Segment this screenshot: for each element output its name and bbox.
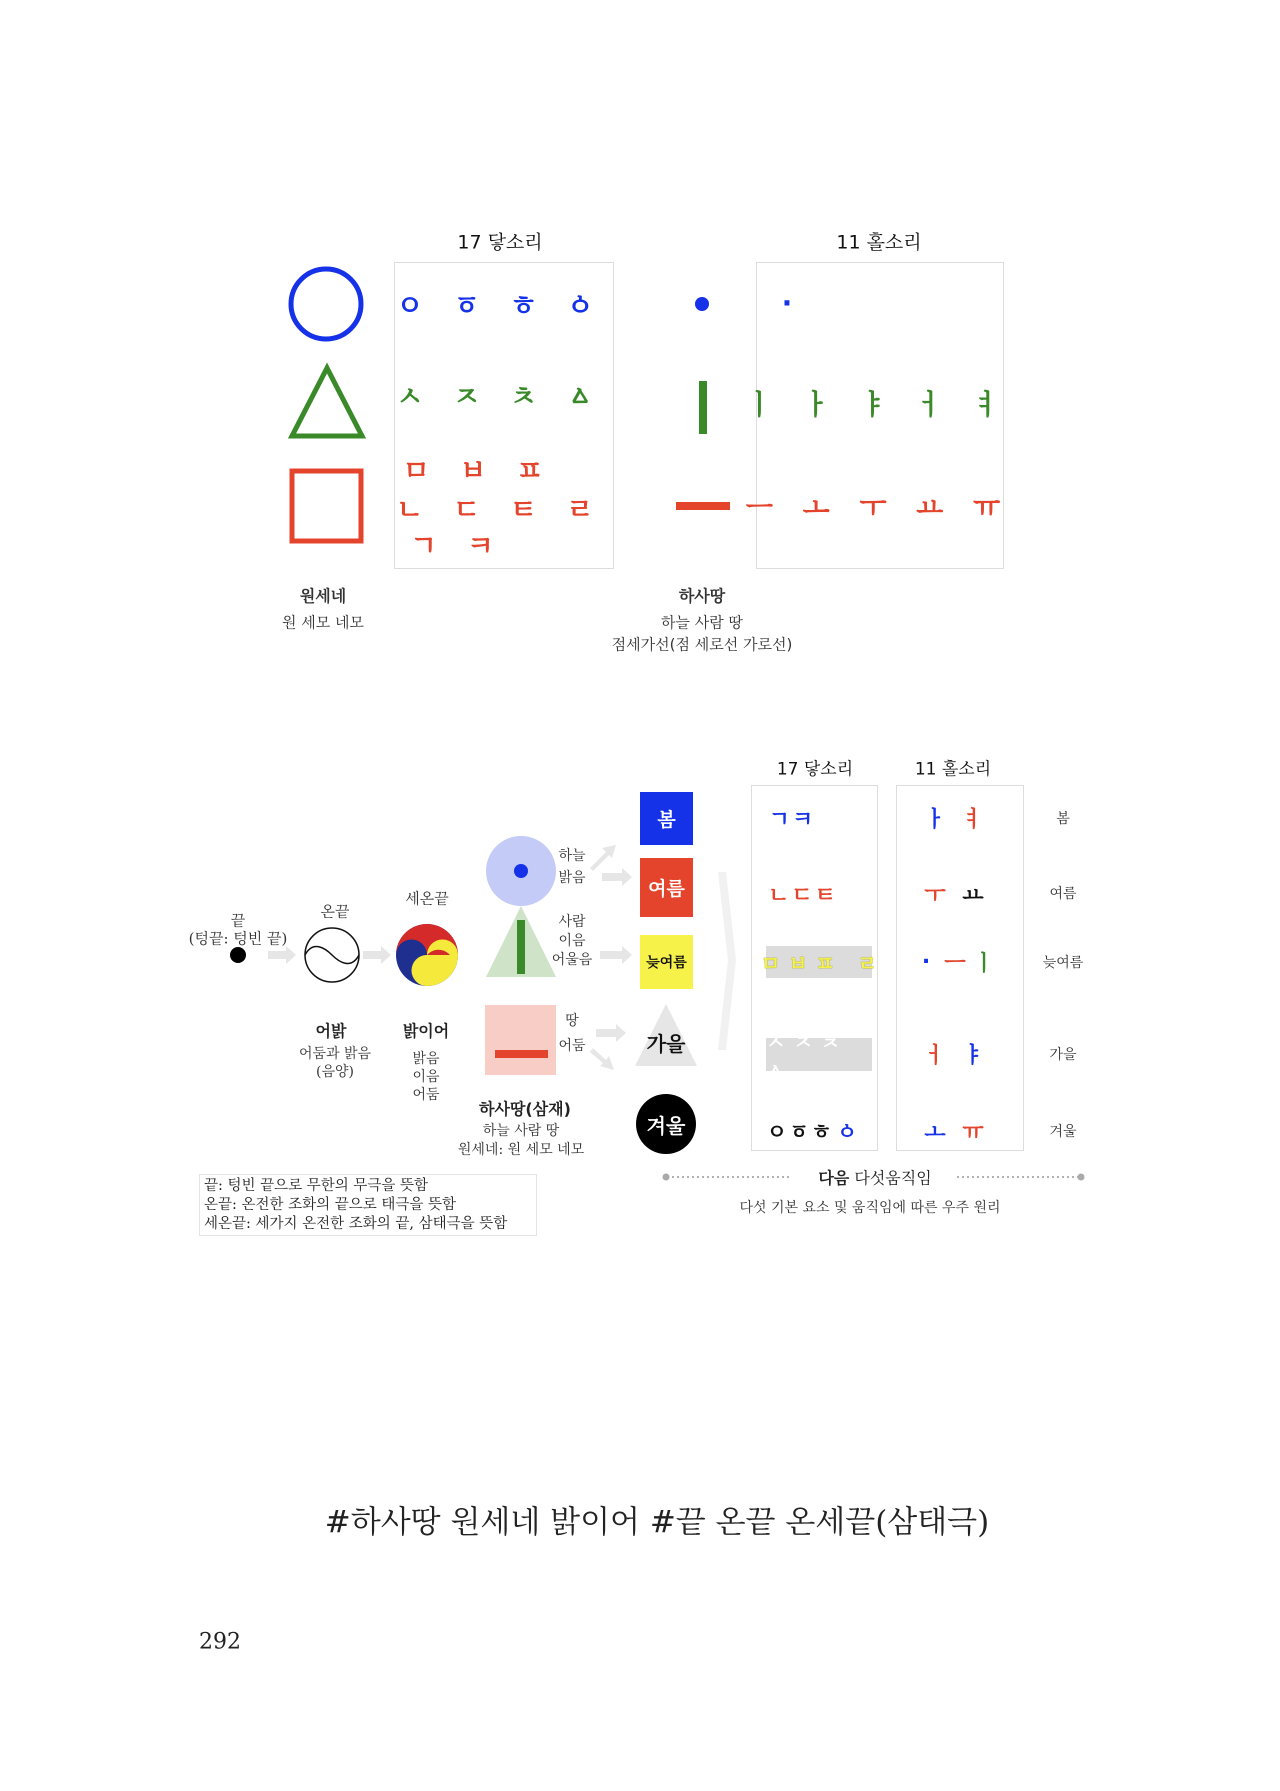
- person-sub-2: 어울음: [551, 952, 593, 968]
- yin-yang-outline: [305, 928, 359, 982]
- sky-sub: 밝음: [558, 870, 586, 886]
- season-autumn: 가을: [646, 1031, 686, 1056]
- earth-label: 땅: [565, 1013, 579, 1029]
- kkeut-label: 끝: [230, 911, 246, 930]
- bakieo-title: 밝이어: [402, 1021, 450, 1041]
- late-summer-vowel-2: ㅡ: [944, 951, 976, 977]
- summer-vowel-2: ㅛ: [962, 883, 994, 909]
- season-summer: 여름: [640, 858, 693, 917]
- eobak-sub-2: (음양): [316, 1064, 354, 1080]
- season-label-late-summer: 늦여름: [1042, 955, 1084, 971]
- earth-sub: 어둠: [558, 1038, 586, 1054]
- season-label-autumn: 가을: [1049, 1047, 1077, 1063]
- circle-shape: [291, 269, 361, 339]
- winter-consonants: ㅇㆆㅎ: [766, 1120, 834, 1144]
- consonant-row-circle: ㅇ ㆆ ㅎ ㆁ: [396, 289, 604, 322]
- autumn-vowel-1: ㅓ: [924, 1043, 956, 1069]
- bakieo-sub-1: 밝음: [412, 1051, 440, 1067]
- earth-bar: [676, 502, 730, 510]
- movement-title-rest: 다섯움직임: [854, 1168, 932, 1188]
- summer-consonants: ㄴㄷㅌ: [768, 883, 838, 909]
- void-dot: [230, 947, 246, 963]
- sky-label: 하늘: [558, 848, 586, 864]
- spring-vowel-1: ㅏ: [924, 807, 956, 833]
- onkkeut-label: 온끝: [320, 902, 350, 921]
- sky-circle-dot: [514, 864, 528, 878]
- sky-dot: [695, 297, 709, 311]
- late-summer-vowel-1: ·: [921, 949, 941, 975]
- winter-consonant-ngieung: ㆁ: [836, 1120, 858, 1144]
- autumn-vowel-2: ㅑ: [962, 1043, 994, 1069]
- movement-title: [818, 1166, 931, 1189]
- bottom-consonants-header: 17 닿소리: [776, 759, 854, 780]
- elements-subtitle-2: 점세가선(점 세로선 가로선): [611, 635, 793, 654]
- person-sub-1: 이음: [558, 933, 586, 949]
- page-caption: #하사땅 원세네 밝이어 #끝 온끝 온세끝(삼태극): [324, 1504, 990, 1541]
- season-late-summer: 늦여름: [640, 935, 693, 989]
- triangle-shape: [292, 368, 362, 436]
- season-spring: 봄: [640, 792, 693, 845]
- note-line: 끝: 텅빈 끝으로 무한의 무극을 뜻함: [204, 1178, 429, 1194]
- spring-vowel-2: ㅕ: [962, 807, 994, 833]
- earth-square: [485, 1005, 556, 1075]
- winter-vowel-1: ㅗ: [924, 1120, 956, 1146]
- samjae-title: 하사땅(삼재): [479, 1099, 571, 1119]
- note-line: 온끝: 온전한 조화의 끝으로 태극을 뜻함: [204, 1197, 457, 1213]
- season-label-spring: 봄: [1056, 811, 1070, 827]
- notes-box: [199, 1174, 537, 1236]
- eobak-sub-1: 어둠과 밝음: [298, 1046, 372, 1062]
- consonant-row-triangle: ㅅ ㅈ ㅊ ㅿ: [396, 380, 604, 413]
- samjae-sub-2: 원세네: 원 세모 네모: [457, 1142, 585, 1158]
- winter-vowel-2: ㅠ: [962, 1120, 994, 1146]
- spring-consonants: ㄱㅋ: [768, 807, 816, 833]
- samjae-sub-1: 하늘 사람 땅: [482, 1123, 560, 1139]
- bottom-vowels-header: 11 홀소리: [914, 759, 992, 780]
- bakieo-sub-2: 이음: [412, 1069, 440, 1085]
- taeguk-three-color: [396, 924, 458, 986]
- vowel-row-vertical: ㅣ ㅏ ㅑ ㅓ ㅕ: [745, 388, 1011, 421]
- movement-subtitle: 다섯 기본 요소 및 움직임에 따른 우주 원리: [739, 1200, 1001, 1216]
- person-bar: [699, 381, 707, 434]
- autumn-consonants: ㅅㅈㅊ ㅿ: [766, 1038, 872, 1071]
- consonant-row-square-2: ㄴ ㄷ ㅌ ㄹ: [396, 493, 604, 526]
- kkeut-sub: (텅끝: 텅빈 끝): [188, 929, 288, 948]
- shapes-subtitle: 원 세모 네모: [282, 613, 364, 632]
- vowels-header: 11 홀소리: [836, 231, 922, 254]
- eobak-title: 어밝: [315, 1021, 347, 1041]
- late-summer-consonants: ㅁㅂㅍ ㄹ: [760, 951, 886, 976]
- movement-title-bold: 다음: [818, 1168, 850, 1188]
- bakieo-sub-3: 어둠: [412, 1087, 440, 1103]
- late-summer-vowel-3: ㅣ: [973, 951, 1005, 977]
- elements-subtitle-1: 하늘 사람 땅: [661, 613, 743, 632]
- consonant-row-square-3: ㄱ ㅋ: [410, 529, 504, 562]
- note-line: 세온끝: 세가지 온전한 조화의 끝, 삼태극을 뜻함: [204, 1216, 508, 1232]
- season-label-summer: 여름: [1049, 886, 1077, 902]
- summer-vowel-1: ㅜ: [924, 883, 956, 909]
- person-triangle-bar: [517, 920, 525, 974]
- vowel-row-dot: ·: [781, 286, 803, 320]
- earth-square-bar: [495, 1050, 548, 1058]
- vowel-row-horizontal: ㅡ ㅗ ㅜ ㅛ ㅠ: [745, 491, 1011, 524]
- flow-chevron: [718, 872, 736, 1050]
- square-shape: [292, 471, 361, 541]
- person-label: 사람: [558, 914, 586, 930]
- consonants-header: 17 닿소리: [457, 231, 543, 254]
- shapes-title: 원세네: [299, 586, 347, 606]
- season-winter: 겨울: [646, 1113, 686, 1138]
- consonant-row-square-1: ㅁ ㅂ ㅍ: [402, 454, 554, 487]
- page-number: 292: [199, 1629, 241, 1655]
- elements-title: 하사땅: [678, 586, 726, 606]
- seonkkeut-label: 세온끝: [405, 889, 449, 908]
- season-label-winter: 겨울: [1049, 1124, 1077, 1140]
